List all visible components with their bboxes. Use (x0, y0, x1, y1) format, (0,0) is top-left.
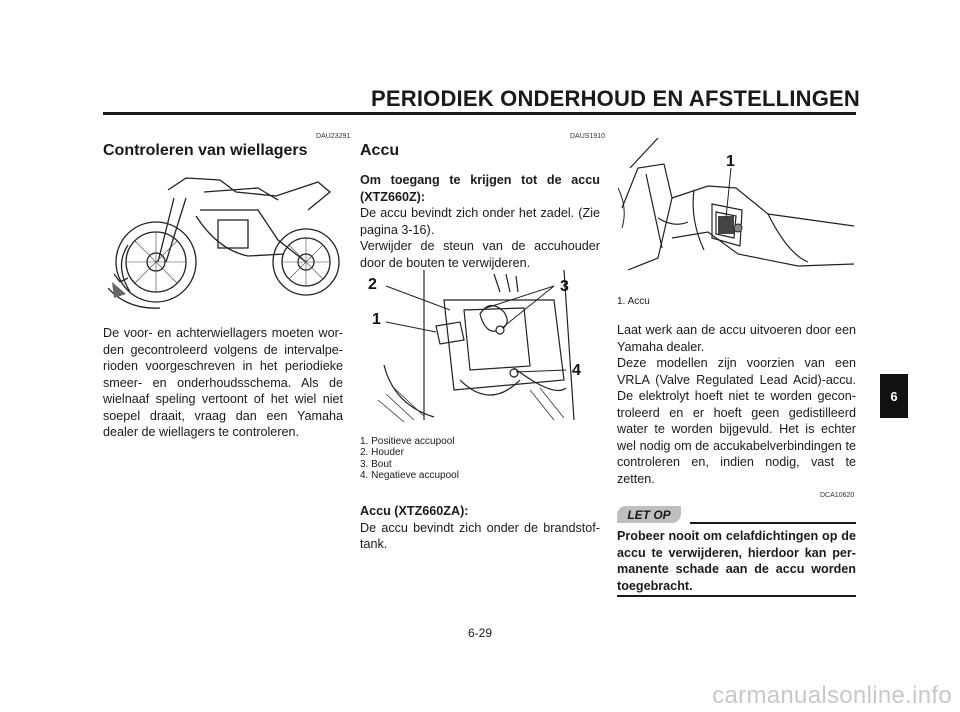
caution-text: Probeer nooit om celafdichtingen op de accu te verwijderen, hierdoor kan per-manente schade aan de accu worden toegebracht. (617, 529, 856, 593)
caution-code: DCA10620 (820, 492, 855, 499)
wheel-bearings-text: De voor- en achterwiellagers moeten wor-den gecontroleerd volgens de intervalpe-rioden voorgeschreven in het periodieke smeer- en onderhoudsschema. Als de wielnaaf speling vertoont of het wiel niet soepel draait, vraag dan een Yamaha dealer de wiellagers te controleren. (103, 326, 343, 439)
battery-za-block (360, 503, 600, 553)
battery-za-subtitle: Accu (XTZ660ZA): (360, 504, 469, 518)
battery-za-para: De accu bevindt zich onder de brandstof-tank. (360, 520, 600, 551)
figure-callout-2: 2 (368, 276, 377, 293)
battery-access-block (360, 172, 600, 271)
battery-access-para1: De accu bevindt zich onder het zadel. (Zie pagina 3-16). (360, 206, 600, 237)
figure-callout-4: 4 (572, 362, 581, 379)
motorcycle-wheel-illustration (108, 170, 340, 315)
caption-item: 2. Houder (360, 447, 404, 459)
chapter-tab: 6 (880, 374, 908, 418)
caution-bottom-rule (617, 595, 856, 597)
left-column (103, 141, 343, 161)
battery-info-para2: Deze modellen zijn voorzien van een VRLA (Valve Regulated Lead Acid)-accu. De elektrolyt hoeft niet te worden gecon-troleerd en er hoeft geen gedistilleerd water te worden bijgevuld. Het is echter wel nodig om de accukabelverbindingen te controleren en, indien nodig, vast te zetten. (617, 356, 856, 486)
middle-section-code: DAUS1910 (570, 133, 606, 140)
caption-item: 4. Negatieve accupool (360, 469, 459, 481)
battery-access-subtitle: Om toegang te krijgen tot de accu (XTZ660Z): (360, 173, 600, 204)
watermark: carmanualsonline.info (712, 682, 952, 709)
caution-block (617, 528, 856, 594)
figure-callout-1-right: 1 (726, 153, 735, 170)
caution-label: LET OP (617, 506, 681, 523)
battery-title: Accu (360, 142, 400, 159)
wheel-bearings-body (103, 325, 343, 441)
header-rule (103, 112, 856, 115)
caution-rule (690, 522, 856, 524)
battery-holder-illustration (364, 270, 586, 422)
right-figure-caption: 1. Accu (617, 296, 650, 307)
battery-figure-captions (360, 436, 600, 481)
battery-info-block (617, 322, 856, 487)
wheel-bearings-title: Controleren van wiellagers (103, 142, 308, 159)
motorcycle-battery-location-illustration (618, 138, 858, 290)
battery-title-block (360, 141, 600, 161)
page-number: 6-29 (467, 626, 493, 640)
right-figure-caption-block (617, 296, 857, 308)
caption-item: 3. Bout (360, 458, 392, 470)
caption-item: 1. Positieve accupool (360, 436, 455, 447)
left-section-code: DAU23291 (316, 133, 351, 140)
battery-info-para1: Laat werk aan de accu uitvoeren door een Yamaha dealer. (617, 323, 856, 354)
battery-access-para2: Verwijder de steun van de accuhouder door de bouten te verwijderen. (360, 239, 600, 270)
figure-callout-1: 1 (372, 311, 381, 328)
figure-callout-3: 3 (560, 278, 569, 295)
page-title: PERIODIEK ONDERHOUD EN AFSTELLINGEN (371, 86, 860, 111)
